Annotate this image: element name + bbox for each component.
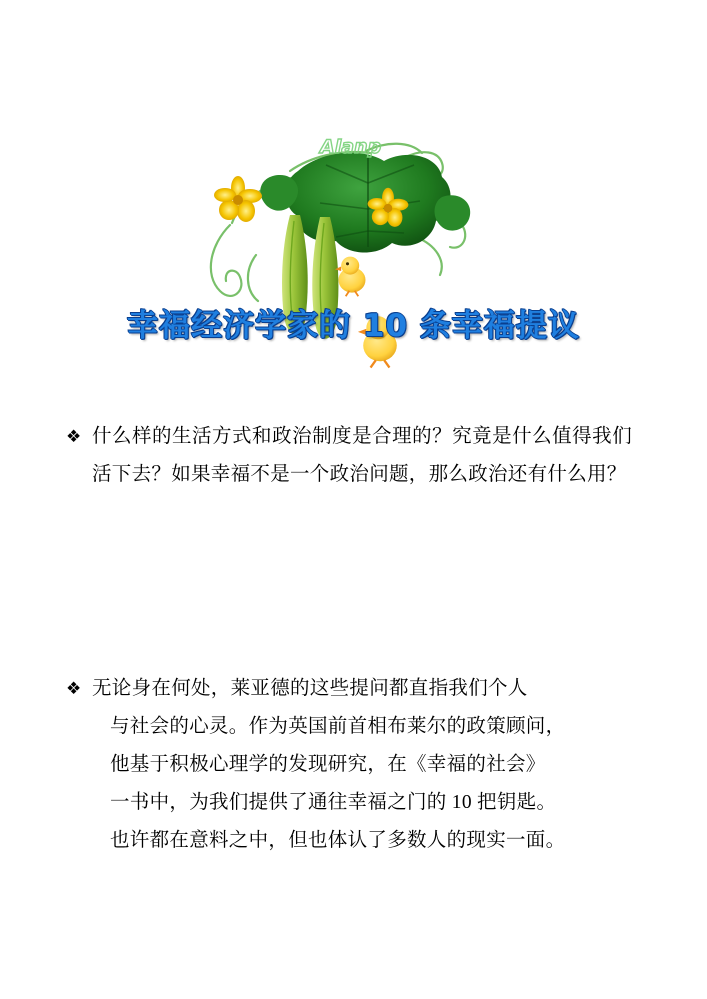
- watermark-text: Alanp: [320, 136, 382, 158]
- paragraph-2: [66, 670, 632, 860]
- paragraph-2-line: 他基于积极心理学的发现研究，在《幸福的社会》: [110, 754, 546, 775]
- paragraph-2-line: 与社会的心灵。作为英国前首相布莱尔的政策顾问，: [110, 716, 566, 737]
- page-title: 幸福经济学家的 10 条幸福提议: [127, 300, 580, 345]
- paragraph-2-line: 也许都在意料之中，但也体认了多数人的现实一面。: [110, 830, 566, 851]
- paragraph-1: [66, 418, 632, 494]
- bullet-icon: ❖: [66, 427, 82, 446]
- body-content: [66, 418, 632, 851]
- paragraph-2-line: 无论身在何处，莱亚德的这些提问都直指我们个人: [92, 678, 528, 699]
- paragraph-2-line: 一书中，为我们提供了通往幸福之门的 10 把钥匙。: [110, 792, 557, 813]
- chick-top: [335, 257, 366, 297]
- luffa-gourd-illustration: [170, 105, 500, 395]
- paragraph-2-text: [92, 670, 632, 860]
- title-container: [0, 300, 707, 345]
- flower-left: [214, 176, 262, 222]
- paragraph-1-text: 什么样的生活方式和政治制度是合理的？究竟是什么值得我们活下去？如果幸福不是一个政治问题，那么政治还有什么用？: [92, 426, 632, 485]
- bullet-icon: ❖: [66, 679, 82, 698]
